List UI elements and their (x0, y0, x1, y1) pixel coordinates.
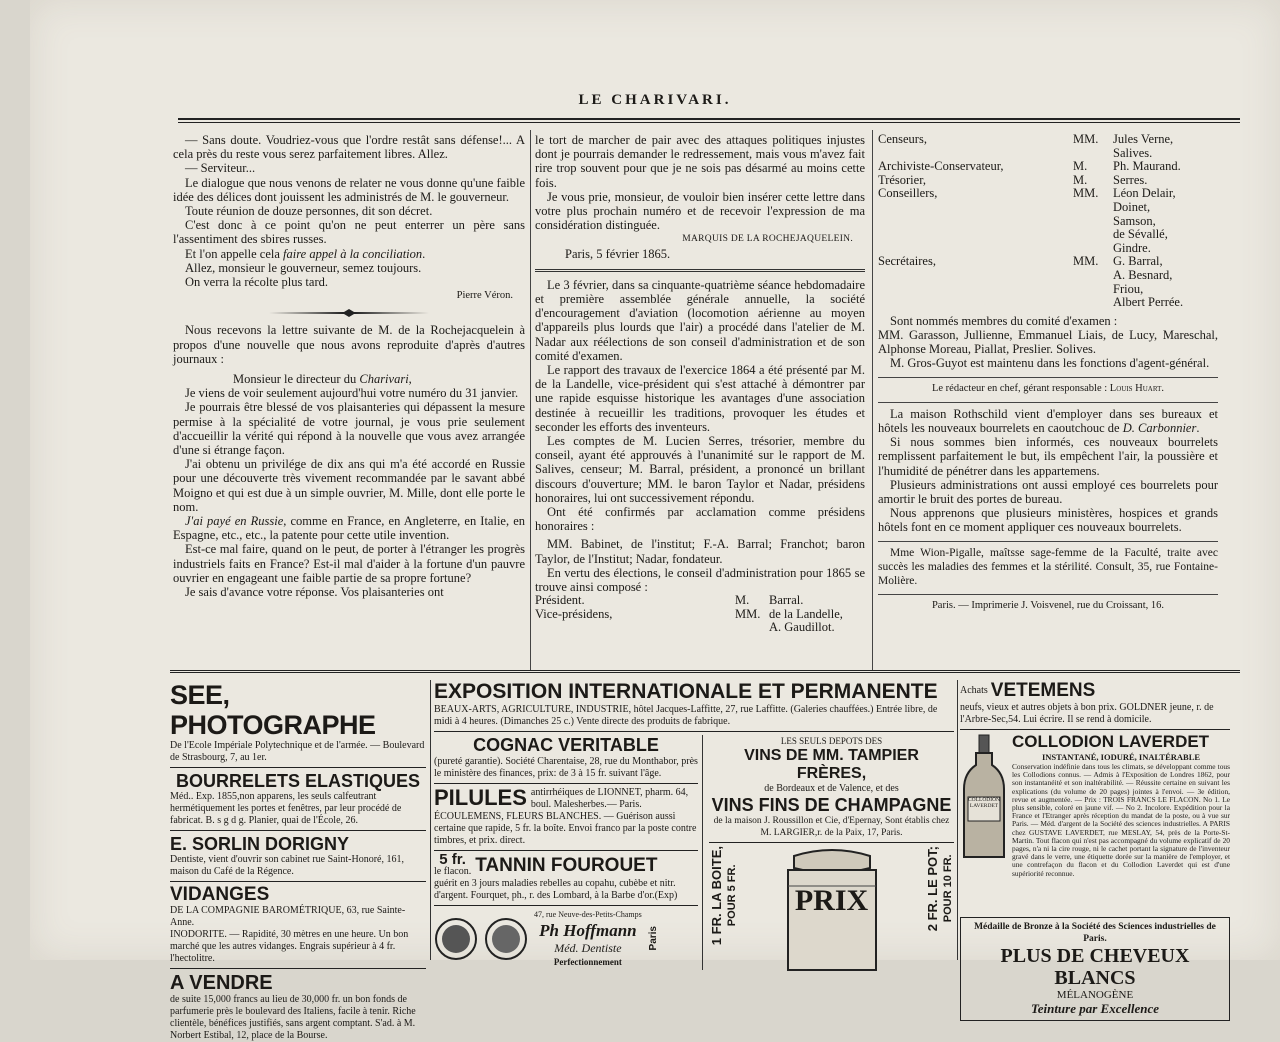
ad-text: De l'Ecole Impériale Polytechnique et de l'armée. — Boulevard de Strasbourg, 7, au 1er. (170, 740, 425, 763)
ad-title: VIDANGES (170, 884, 270, 905)
ad-divider (430, 680, 431, 960)
paragraph: — Sans doute. Voudriez-vous que l'ordre restât sans défense!... A cela près du reste vous serez parfaitement libres. Allez. (173, 133, 525, 162)
ad-title: PILULES (434, 785, 527, 810)
ad-text: neufs, vieux et autres objets à bon prix. GOLDNER jeune, r. de l'Arbre-Sec,54. Lui écrire. Il se rend à domicile. (960, 702, 1214, 725)
ad-title: VETEMENS (990, 680, 1096, 701)
vetemens-ad: Achats VETEMENS (960, 680, 1096, 701)
section-rule (878, 594, 1218, 595)
column-1 (173, 133, 525, 668)
ad-text: antirrhéiques de LIONNET, pharm. 64, boul. Malesherbes.— Paris. (530, 787, 689, 810)
masthead-rule (178, 118, 1240, 123)
advert-band-rule (170, 670, 1240, 673)
ad-text: INODORITE. — Rapidité, 30 mètres en une heure. Un bon marché que les autres vidanges. Engrais supérieur à 4 fr. l'hectolitre. (170, 929, 409, 964)
council-list: Président. M. Barral. Vice-présidens, MM. de la Landelle, A. Gaudillot. (535, 593, 843, 635)
paragraph: Les comptes de M. Lucien Serres, trésorier, membre du conseil, ayant été approuvés à l'unanimité sur le rapport de M. Salives, censeur; M. Barral, président, a prononcé un brillant discours d'ouverture; MM. le baron Taylor et Nadar, présidens honoraires, lui ont successivement répondu. (535, 434, 865, 505)
paragraph: Mme Wion-Pigalle, maîtsse sage-femme de la Faculté, traite avec succès les maladies des femmes et la stérilité. Consult, 35, rue Fontaine-Molière. (878, 546, 1218, 587)
paragraph: Et l'on appelle cela faire appel à la conciliation. (185, 246, 426, 261)
paragraph: MM. Babinet, de l'institut; F.-A. Barral; Franchot; baron Taylor, de l'Institut; Nadar, fondateur. (535, 537, 865, 566)
paragraph: — Serviteur... (185, 161, 256, 176)
ornament-separator (173, 309, 525, 317)
column-3 (878, 133, 1218, 668)
ad-subcolumn: COGNAC VERITABLE (pureté garantie). Société Charentaise, 28, rue du Monthabor, près le ministère des finances, prix: de 3 à 15 fr. suivant l'âge. PILULES antirrhéiques de LIONNET, pharm. 64, boul. Malesherbes.— Paris. ÉCOULEMENS, FLEURS BLANCHES. — Guérison aussi certaine que rapide, 5 fr. la boîte. Envoi franco par la poste contre timbres, et prix. direct. 5 fr. le flacon. TANNIN FOUROUET guérit en 3 jours maladies rebelles au copahu, cubèbe et nitr. d'argent. Fourquet, ph., r. des Lombard, à la Barbe d'or.(Exp) 47, rue Neuve-des-Petits-Champs Ph Hoffmann Méd. Dentiste Perfectionnement Paris (434, 735, 703, 970)
paragraph: J'ai payé en Russie, comme en France, en Angleterre, en Italie, en Espagne, etc., etc., la patente pour cette utile invention. (173, 514, 525, 543)
ad-text: DE LA COMPAGNIE BAROMÉTRIQUE, 63, rue Sainte-Anne. (170, 905, 406, 928)
paragraph: Je pourrais être blessé de vos plaisanteries qui dépassent la mesure permise à la spécialité de votre journal, je vous prie seulement d'accueillir la vérité qui répond à la nouvelle que vous avez arrangée d'une si étrange façon. (173, 400, 525, 458)
section-rule (878, 402, 1218, 403)
collodion-ad: COLLODION LAVERDET COLLODION LAVERDET INSTANTANÉ, IODURÉ, INALTÉRABLE Conservation indéfinie dans tous les climats, se développant comme tous les Collodions connus. — Admis à l'Exposition de Londres 1862, pour son instantanéité et son inaltérabilité. — Réussite certaine en suivant les explications (du volume de 20 pages) jointes à l'envoi. — 3e édition, revue et augmentée. — Prix : TROIS FRANCS LE FLACON. No 1. Le plus sensible, coloré en jaune vif. — No 2. Incolore. Expédition pour la France et l'Etranger après réception du mandat de la poste, ou à vue sur Paris. — Méd. d'argent de la Société des sciences industrielles. A PARIS chez GUSTAVE LAVERDET, rue MESLAY, 54, près de la Porte-St-Martin. Tout flacon qui n'est pas accompagné du volume explicatif de 20 pages, n'a ni la cire rouge, ni le cachet portant la signature de l'inventeur gravé dans le verre, une étiquette dorée sur la manière de l'employer, et une contrefaçon du flacon et du Collodion Laverdet qui est d'une supériorité reconnue. (960, 733, 1230, 911)
paragraph: Allez, monsieur le gouverneur, semez toujours. (185, 260, 422, 275)
dateline: Paris, 5 février 1865. (565, 246, 671, 261)
ad-title: COGNAC VERITABLE (473, 735, 659, 755)
section-rule (878, 377, 1218, 378)
paragraph: On verra la récolte plus tard. (185, 275, 328, 290)
ad-title: VINS DE MM. TAMPIER FRÈRES, (744, 747, 919, 782)
paragraph: MM. Garasson, Jullienne, Emmanuel Liais, de Lucy, Mareschal, Alphonse Moreau, Piallat, Preslier. Solives. (878, 327, 1218, 357)
medal-icon (434, 917, 478, 961)
paragraph: Nous apprenons que plusieurs ministères, hospices et grands hôtels font en ce moment appliquer ces nouveaux bourrelets. (878, 506, 1218, 535)
medal-icon (484, 917, 528, 961)
ad-title: E. SORLIN DORIGNY (170, 834, 350, 854)
signature: MARQUIS DE LA ROCHEJAQUELEIN. (682, 234, 853, 245)
ad-text: (pureté garantie). Société Charentaise, 28, rue du Monthabor, près le ministère des finances, prix: de 3 à 15 fr. suivant l'âge. (434, 756, 698, 779)
jar-illustration (772, 846, 892, 970)
printer-line: Paris. — Imprimerie J. Voisvenel, rue du Croissant, 16. (931, 600, 1165, 612)
editor-line: Le rédacteur en chef, gérant responsable : Louis Huart. (931, 382, 1165, 394)
paragraph: Je sais d'avance votre réponse. Vos plaisanteries ont (185, 585, 444, 600)
section-rule (535, 269, 865, 272)
paragraph: M. Gros-Guyot est maintenu dans les fonctions d'agent-général. (890, 356, 1210, 371)
ad-title: A VENDRE (170, 972, 273, 994)
column-divider (872, 130, 873, 670)
ad-text: Conservation indéfinie dans tous les climats, se développant comme tous les Collodions connus. — Admis à l'Exposition de Londres 1862, pour son instantanéité et son inaltérabilité. — Réussite certaine en suivant les explications (du volume de 20 pages) jointes à l'envoi. — 3e édition, revue et augmentée. — Prix : TROIS FRANCS LE FLACON. No 1. Le plus sensible, coloré en jaune vif. — No 2. Incolore. Expédition pour la France et l'Etranger après réception du mandat de la poste, ou à vue sur Paris. — Méd. d'argent de la Société des sciences industrielles. A PARIS chez GUSTAVE LAVERDET, rue MESLAY, 54, près de la Porte-St-Martin. Tout flacon qui n'est pas accompagné du volume explicatif de 20 pages, n'a ni la cire rouge, ni le cachet portant la signature de l'inventeur gravé dans le verre, une étiquette dorée sur la manière de l'employer, et une contrefaçon du flacon et du Collodion Laverdet qui est d'une supériorité reconnue. (1012, 762, 1230, 878)
section-rule (878, 541, 1218, 542)
paragraph: Sont nommés membres du comité d'examen : (890, 313, 1118, 328)
paragraph: Le 3 février, dans sa cinquante-quatrième séance hebdomadaire et première assemblée générale annuelle, la société d'encouragement d'aviation (locomotion aérienne au moyen d'appareils plus lourds que l'air) a procédé dans l'atelier de M. Nadar aux réélections de son conseil d'administration et de son comité d'examen. (535, 277, 865, 363)
ad-divider (957, 680, 958, 960)
ad-title: SEE, PHOTOGRAPHE (170, 680, 376, 740)
officers-list: Censeurs, MM. Jules Verne, Salives. Archiviste-Conservateur, M. Ph. Maurand. Trésorier, M. Serres. Conseillers, MM. Léon Delair, Doinet, Samson, de Sévallé, Gindre. Secrétaires, MM. G. Barral, A. Besnard, Friou, Albert Perrée. (878, 132, 1184, 310)
paragraph: Plusieurs administrations ont aussi employé ces bourrelets pour amortir le bruit des portes de bureau. (878, 477, 1218, 506)
ad-text: Dentiste, vient d'ouvrir son cabinet rue Saint-Honoré, 161, maison du Café de la Régence. (170, 854, 404, 877)
ad-title: VINS FINS DE CHAMPAGNE (711, 795, 952, 815)
paragraph: Je vous prie, monsieur, de vouloir bien insérer cette lettre dans votre plus prochain numéro et de recevoir l'expression de ma considération distinguée. (535, 189, 865, 233)
bottle-illustration: COLLODION LAVERDET (960, 733, 1008, 911)
ad-title: TANNIN FOUROUET (475, 855, 658, 876)
masthead: LE CHARIVARI. (578, 92, 732, 108)
paragraph: J'ai obtenu un privilége de dix ans qui m'a été accordé en Russie pour une découverte très vivement recommandée par le savant abbé Moigno et qui est due à un simple ouvrier, M. Mille, dont elle porte le nom. (173, 457, 525, 514)
ad-text: guérit en 3 jours maladies rebelles au copahu, cubèbe et nitr. d'argent. Fourquet, ph., r. des Lombard, à la Barbe d'or.(Exp) (434, 878, 678, 901)
ads-right (960, 680, 1230, 1016)
paragraph: La maison Rothschild vient d'employer dans ses bureaux et hôtels les nouveaux bourrelets en caoutchouc de D. Carbonnier. (878, 406, 1218, 435)
paragraph: Nous recevons la lettre suivante de M. de la Rochejacquelein à propos d'une nouvelle que nous avons reproduite d'après d'autres journaux : (173, 323, 525, 366)
paragraph: Toute réunion de douze personnes, dit son décret. (185, 204, 433, 219)
paragraph: Est-ce mal faire, quand on le peut, de porter à l'étranger les progrès industriels faits en France? Est-il mal d'aider à la fortune d'un pauvre ouvrier en engageant une faible partie de sa propre fortune? (173, 542, 525, 585)
paragraph: Je viens de voir seulement aujourd'hui votre numéro du 31 janvier. (185, 386, 519, 401)
ads-left (170, 680, 426, 1041)
ad-text: Méd.. Exp. 1855,non apparens, les seuls calfeutrant hermétiquement les portes et fenêtres, par leur procédé de fabricat. B. s g d g. Planier, quai de l'École, 26. (170, 791, 402, 826)
signature: Pierre Véron. (456, 290, 513, 302)
ad-title: EXPOSITION INTERNATIONALE ET PERMANENTE (434, 680, 938, 703)
ad-text: ÉCOULEMENS, FLEURS BLANCHES. — Guérison aussi certaine que rapide, 5 fr. la boîte. Envoi franco par la poste contre timbres, et prix. direct. (434, 811, 697, 846)
ad-subcolumn: LES SEULS DEPOTS DES VINS DE MM. TAMPIER FRÈRES, de Bordeaux et de Valence, et des VINS FINS DE CHAMPAGNE de la maison J. Roussillon et Cie, d'Epernay, Sont établis chez M. LARGIER,r. de la Paix, 17, Paris. 1 FR. LA BOITE, POUR 5 FR. PRIX 2 FR. LE POT; POUR 10 FR. (703, 735, 954, 970)
ad-block (170, 834, 426, 854)
jar-price-label: PRIX (794, 884, 869, 917)
paragraph: le tort de marcher de pair avec des attaques politiques injustes dont je pourrais demander le redressement, mais vous m'avez fait rire trop souvent pour que je ne sois pas désarmé au moins cette fois. (535, 133, 865, 190)
cheveux-ad: Médaille de Bronze à la Société des Sciences industrielles de Paris. PLUS DE CHEVEUX BLANCS MÉLANOGÈNE Teinture par Excellence (960, 917, 1230, 1021)
newspaper-page (30, 0, 1280, 1041)
ad-title: BOURRELETS ELASTIQUES (175, 771, 421, 791)
paragraph: Ont été confirmés par acclamation comme présidens honoraires : (535, 505, 865, 534)
paragraph: Le rapport des travaux de l'exercice 1864 a été présenté par M. de la Landelle, vice-président qui s'est attaché à démontrer par une rapide esquisse historique les avantages d'une association destinée à recueillir les traditions, provoquer les études et seconder les efforts des inventeurs. (535, 363, 865, 434)
ad-title: COLLODION LAVERDET (1012, 732, 1210, 751)
ad-text: BEAUX-ARTS, AGRICULTURE, INDUSTRIE, hôtel Jacques-Laffitte, 27, rue Laffitte. (Galeries chauffées.) Entrée libre, de midi à 4 heures. (Dimanches 25 c.) Vente directe des produits de fabrique. (434, 704, 938, 727)
column-2 (535, 133, 865, 668)
salutation: Monsieur le directeur du Charivari, (233, 372, 412, 387)
paragraph: En vertu des élections, le conseil d'administration pour 1865 se trouve ainsi composé : (535, 565, 865, 595)
ad-row (434, 735, 954, 970)
ad-text: de suite 15,000 francs au lieu de 30,000 fr. un bon fonds de parfumerie près le boulevard des Italiens, facile à tenir. Riche clientèle, bénéfices justifiés, sans argent comptant. S'ad. à M. Norbert Estibal, 12, place de la Bourse. (170, 994, 416, 1041)
column-divider (530, 130, 531, 670)
paragraph: Si nous sommes bien informés, ces nouveaux bourrelets remplissent parfaitement le but, ils empêchent l'air, la poussière et l'humidité de pénétrer dans les appartemens. (878, 435, 1218, 478)
ad-title: PLUS DE CHEVEUX BLANCS (1000, 945, 1190, 989)
paragraph: Le dialogue que nous venons de relater ne vous donne qu'une faible idée des délices dont jouissent les administrés de M. le gouverneur. (173, 175, 525, 204)
hoffmann-ad: 47, rue Neuve-des-Petits-Champs Ph Hoffmann Méd. Dentiste Perfectionnement Paris (434, 909, 698, 968)
ads-middle (434, 680, 954, 967)
paragraph: C'est donc à ce point qu'on ne peut enterrer un père sans l'assentiment des sbires russes. (173, 218, 525, 247)
